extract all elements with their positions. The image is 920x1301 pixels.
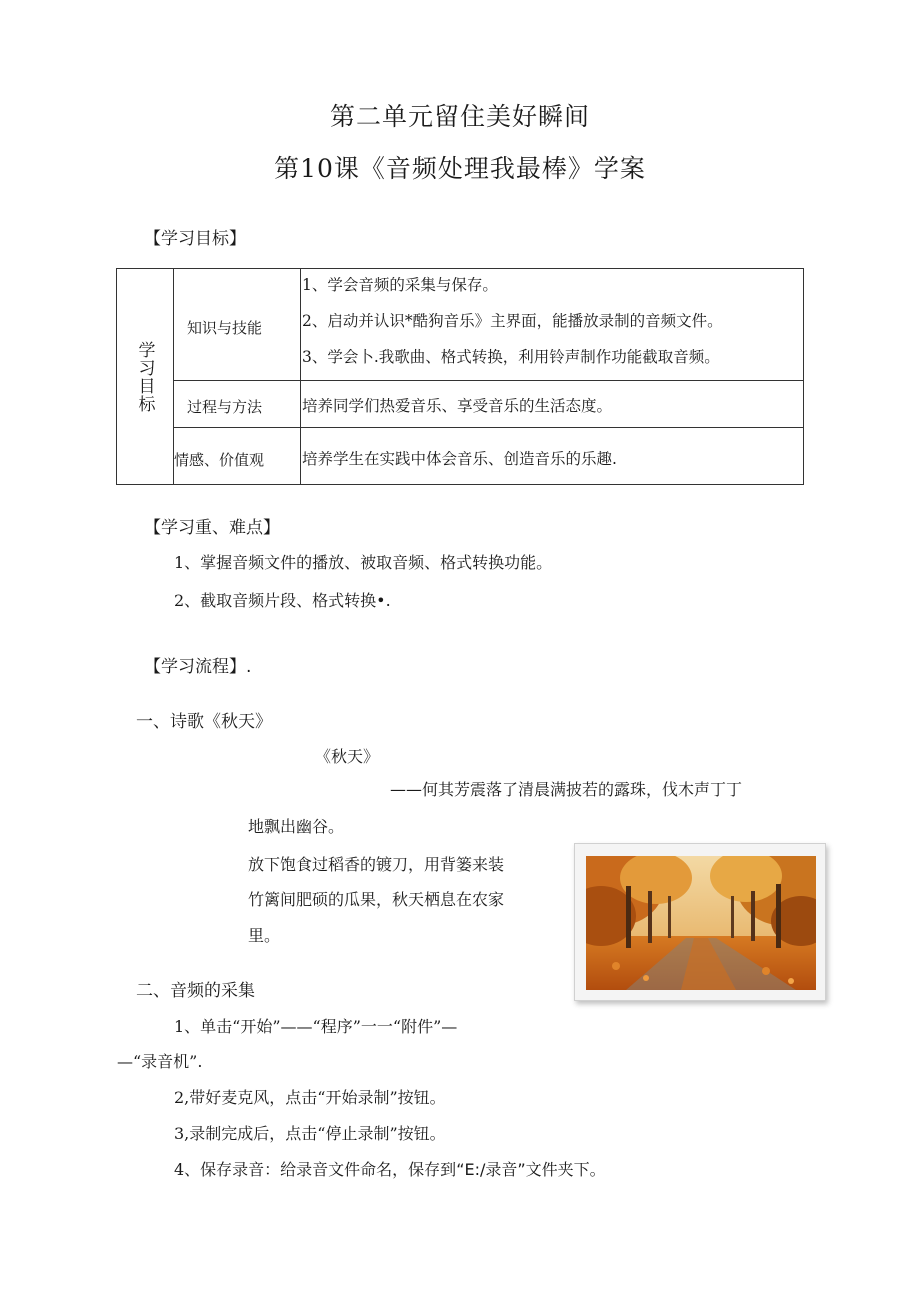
step-3: 3,录制完成后，点击“停止录制”按钮。 (174, 1124, 446, 1143)
objectives-table (116, 268, 804, 485)
objective-line: 3、学会卜.我歌曲、格式转换，利用铃声制作功能截取音频。 (302, 348, 720, 366)
section1-heading: 一、诗歌《秋天》 (136, 712, 272, 732)
lesson-title: 第10课《音频处理我最棒》学案 (274, 154, 646, 183)
autumn-photo-frame (574, 843, 826, 1001)
key-point-item: 2、截取音频片段、格式转换•. (174, 591, 391, 610)
step-2: 2,带好麦克风，点击“开始录制”按钮。 (174, 1088, 446, 1107)
objectives-side-label: 学习目标 (134, 340, 155, 413)
poem-line-1: ——何其芳震落了清晨满披若的露珠，伐木声丁丁 (390, 780, 743, 799)
objectives-heading: 【学习目标】 (144, 229, 246, 249)
key-point-item: 1、掌握音频文件的播放、被取音频、格式转换功能。 (174, 553, 553, 572)
objective-line: 培养同学们热爱音乐、享受音乐的生活态度。 (302, 397, 613, 415)
poem-line-5: 里。 (248, 926, 281, 945)
poem-line-3: 放下饱食过稻香的镀刀，用背篓来装 (248, 855, 505, 874)
step-4: 4、保存录音：给录音文件命名，保存到“E:/录音”文件夹下。 (174, 1160, 606, 1179)
poem-line-2: 地飘出幽谷。 (248, 817, 345, 836)
folder-path: “E:/录音” (456, 1160, 526, 1179)
unit-title: 第二单元留住美好瞬间 (329, 102, 590, 131)
autumn-road-image (586, 856, 816, 990)
poem-line-4: 竹篱间肥硕的瓜果，秋天栖息在农家 (248, 890, 505, 909)
step-1-line-1: 1、单击“开始”——“程序”一一“附件”— (174, 1017, 458, 1036)
objective-line: 2、启动并认识*酷狗音乐》主界面，能播放录制的音频文件。 (302, 312, 723, 330)
process-heading: 【学习流程】. (144, 657, 252, 677)
category-emotion-values: 情感、价值观 (174, 451, 265, 469)
objective-line: 1、学会音频的采集与保存。 (302, 276, 498, 294)
category-process-method: 过程与方法 (187, 398, 263, 416)
section2-heading: 二、音频的采集 (136, 981, 255, 1001)
key-points-heading: 【学习重、难点】 (144, 518, 280, 538)
objective-line: 培养学生在实践中体会音乐、创造音乐的乐趣. (302, 450, 617, 468)
category-knowledge-skills: 知识与技能 (187, 319, 263, 337)
poem-author: ——何其芳 (390, 780, 471, 799)
poem-title: 《秋天》 (315, 747, 380, 766)
step-1-line-2: —“录音机”. (117, 1052, 203, 1071)
